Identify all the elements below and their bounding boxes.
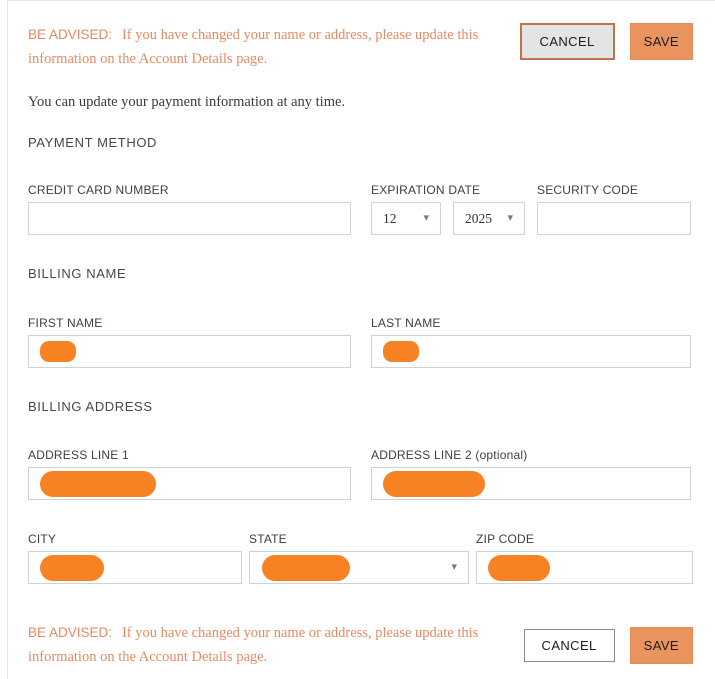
- address-line2-input[interactable]: [371, 467, 691, 500]
- security-code-input[interactable]: [537, 202, 691, 235]
- state-select[interactable]: [249, 551, 469, 584]
- credit-card-label: CREDIT CARD NUMBER: [28, 183, 169, 197]
- top-button-group: [520, 23, 693, 60]
- city-field: [28, 533, 242, 584]
- redacted-address-line2: [383, 471, 485, 497]
- address-line1-field: [28, 449, 351, 500]
- first-name-label: FIRST NAME: [28, 316, 103, 330]
- expiration-year-select[interactable]: [453, 202, 525, 235]
- billing-address-row: [28, 449, 693, 500]
- last-name-field: [371, 317, 691, 368]
- advisory-note-bottom: [28, 621, 524, 669]
- city-input[interactable]: [28, 551, 242, 584]
- chevron-down-icon: ▾: [423, 212, 429, 224]
- zip-code-input[interactable]: [476, 551, 693, 584]
- save-button-bottom[interactable]: SAVE: [630, 627, 693, 664]
- redacted-first-name: [40, 341, 76, 362]
- section-title-billing-name: BILLING NAME: [28, 266, 127, 281]
- billing-name-row: [28, 317, 693, 368]
- first-name-input[interactable]: [28, 335, 351, 368]
- chevron-down-icon: ▾: [451, 561, 457, 573]
- credit-card-field: [28, 184, 351, 235]
- zip-code-label: ZIP CODE: [476, 532, 535, 546]
- section-title-payment-method: PAYMENT METHOD: [28, 135, 158, 150]
- credit-card-input[interactable]: [28, 202, 351, 235]
- last-name-input[interactable]: [371, 335, 691, 368]
- address-line2-field: [371, 449, 691, 500]
- advisory-note-top: [28, 23, 520, 71]
- expiration-date-label: EXPIRATION DATE: [371, 183, 481, 197]
- bottom-action-bar: [28, 621, 693, 669]
- advisory-prefix: BE ADVISED:: [28, 625, 113, 640]
- expiration-date-field: [371, 184, 525, 235]
- state-label: STATE: [249, 532, 287, 546]
- chevron-down-icon: ▾: [507, 212, 513, 224]
- save-button-top[interactable]: SAVE: [630, 23, 693, 60]
- address-line2-label: ADDRESS LINE 2 (optional): [371, 448, 528, 462]
- advisory-message: If you have changed your name or address, please update this information on the Account Details page.: [28, 625, 479, 665]
- city-state-zip-row: [28, 533, 693, 584]
- top-action-bar: [28, 23, 693, 71]
- intro-text: You can update your payment information at any time.: [28, 94, 346, 110]
- redacted-state: [262, 555, 350, 581]
- advisory-prefix: BE ADVISED:: [28, 27, 113, 42]
- first-name-field: [28, 317, 351, 368]
- security-code-field: [537, 184, 691, 235]
- redacted-zip: [488, 555, 550, 581]
- expiration-month-value: 12: [383, 210, 397, 226]
- address-line1-label: ADDRESS LINE 1: [28, 448, 129, 462]
- bottom-button-group: [524, 627, 693, 664]
- cancel-button-top[interactable]: CANCEL: [520, 23, 615, 60]
- state-field: [249, 533, 469, 584]
- last-name-label: LAST NAME: [371, 316, 441, 330]
- redacted-last-name: [383, 341, 419, 362]
- zip-code-field: [476, 533, 693, 584]
- address-line1-input[interactable]: [28, 467, 351, 500]
- cancel-button-bottom[interactable]: CANCEL: [524, 629, 615, 662]
- advisory-message: If you have changed your name or address, please update this information on the Account Details page.: [28, 27, 479, 67]
- payment-info-page: [7, 0, 715, 679]
- security-code-label: SECURITY CODE: [537, 183, 639, 197]
- city-label: CITY: [28, 532, 57, 546]
- expiration-selects: [371, 202, 525, 235]
- payment-method-row: [28, 184, 693, 235]
- expiration-month-select[interactable]: [371, 202, 441, 235]
- section-title-billing-address: BILLING ADDRESS: [28, 399, 153, 414]
- redacted-address-line1: [40, 471, 156, 497]
- redacted-city: [40, 555, 104, 581]
- expiration-year-value: 2025: [465, 210, 492, 226]
